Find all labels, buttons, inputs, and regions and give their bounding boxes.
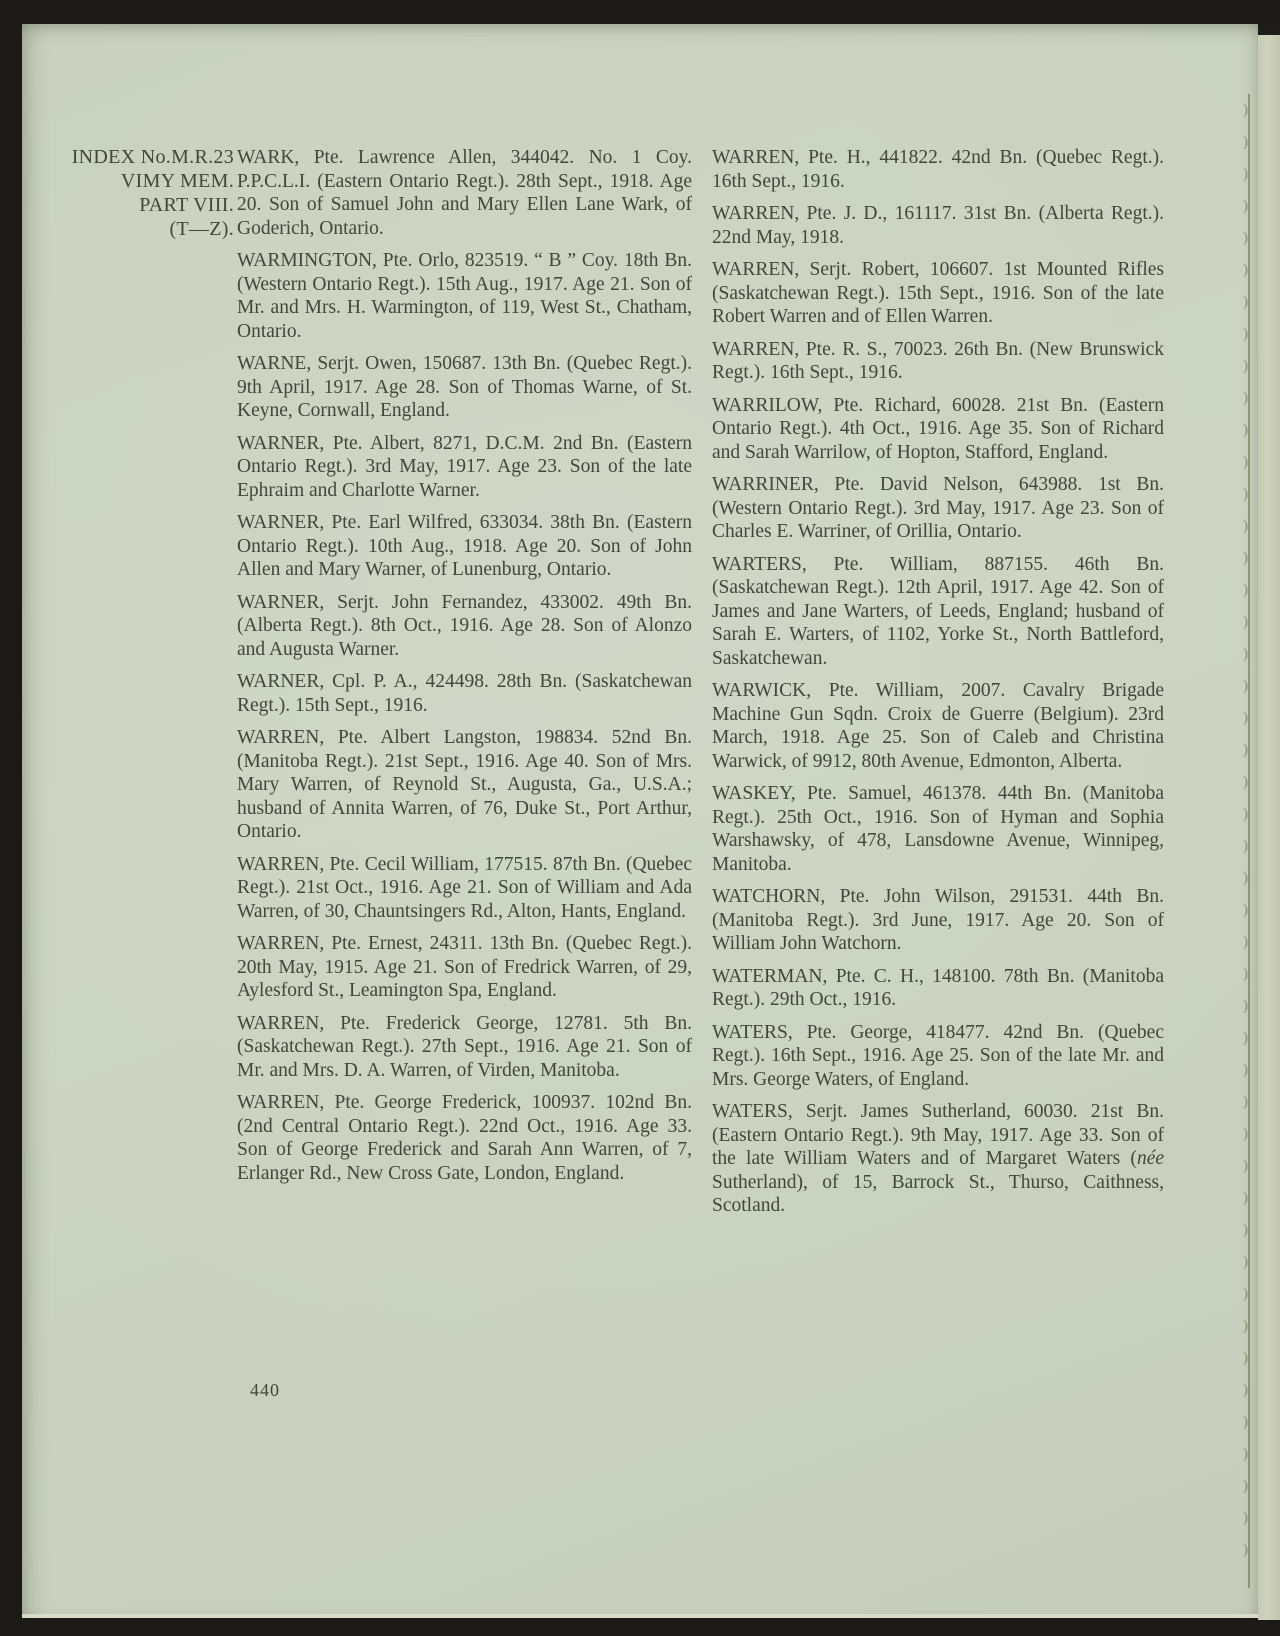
header-line-memorial: VIMY MEM. [120,170,234,192]
register-entry: WARK, Pte. Lawrence Allen, 344042. No. 1 Coy. P.P.C.L.I. (Eastern Ontario Regt.). 28th Sept., 1918. Age 20. Son of Samuel John and Mary Ellen Lane Wark, of Goderich, Ontario. [237,147,692,239]
register-entry: WARREN, Pte. Frederick George, 12781. 5th Bn. (Saskatchewan Regt.). 27th Sept., 1916. Age 21. Son of Mr. and Mrs. D. A. Warren, of Virden, Manitoba. [237,1012,692,1081]
register-entry: WARNER, Serjt. John Fernandez, 433002. 49th Bn. (Alberta Regt.). 8th Oct., 1916. Age 28. Son of Alonzo and Augusta Warner. [237,591,692,660]
register-entry: WARREN, Pte. Ernest, 24311. 13th Bn. (Quebec Regt.). 20th May, 1915. Age 21. Son of Fredrick Warren, of 29, Aylesford St., Leamington Spa, England. [237,933,692,1001]
register-entry: WARNE, Serjt. Owen, 150687. 13th Bn. (Quebec Regt.). 9th April, 1917. Age 28. Son of Thomas Warne, of St. Keyne, Cornwall, England. [237,353,692,421]
register-entry: WARREN, Pte. Albert Langston, 198834. 52nd Bn. (Manitoba Regt.). 21st Sept., 1916. Age 40. Son of Mrs. Mary Warren, of Reynold St., Augusta, Ga., U.S.A.; husband of Annita Warren, of 76, Duke St., Port Arthur, Ontario. [237,727,692,842]
header-line-range: (T—Z). [169,218,234,240]
register-entry: WARNER, Cpl. P. A., 424498. 28th Bn. (Saskatchewan Regt.). 15th Sept., 1916. [237,671,692,716]
register-entry: WATERS, Pte. George, 418477. 42nd Bn. (Quebec Regt.). 16th Sept., 1916. Age 25. Son of the late Mr. and Mrs. George Waters, of England. [712,1021,1164,1090]
header-line-part: PART VIII. [139,194,234,216]
register-entry: WARREN, Pte. Cecil William, 177515. 87th Bn. (Quebec Regt.). 21st Oct., 1916. Age 21. Son of William and Ada Warren, of 30, Chauntsingers Rd., Alton, Hants, England. [237,853,692,922]
register-entry: WARREN, Pte. H., 441822. 42nd Bn. (Quebec Regt.). 16th Sept., 1916. [712,147,1164,192]
register-page [22,24,1258,1618]
register-entry: WARREN, Serjt. Robert, 106607. 1st Mounted Rifles (Saskatchewan Regt.). 15th Sept., 1916. Son of the late Robert Warren and of Ellen Warren. [712,259,1164,327]
register-entry: WARREN, Pte. J. D., 161117. 31st Bn. (Alberta Regt.). 22nd May, 1918. [712,203,1164,248]
left-column [237,146,692,1194]
header-line-index-number: INDEX No.M.R.23 [71,146,234,168]
page-deckle-edge [1248,94,1260,1588]
page-number: 440 [250,1380,280,1400]
index-header [42,145,234,241]
register-entry: WARMINGTON, Pte. Orlo, 823519. “ B ” Coy. 18th Bn. (Western Ontario Regt.). 15th Aug., 1917. Age 21. Son of Mr. and Mrs. H. Warmington, of 119, West St., Chatham, Ontario. [237,250,692,342]
register-entry: WARWICK, Pte. William, 2007. Cavalry Brigade Machine Gun Sqdn. Croix de Guerre (Belgium). 23rd March, 1918. Age 25. Son of Caleb and Christina Warwick, of 9912, 80th Avenue, Edmonton, Alberta. [712,680,1164,772]
register-entry: WATERS, Serjt. James Sutherland, 60030. 21st Bn. (Eastern Ontario Regt.). 9th May, 1917. Age 33. Son of the late William Waters and of Margaret Waters (née Sutherland), of 15, Barrock St., Thurso, Caithness, Scotland. [712,1101,1164,1216]
register-entry: WARTERS, Pte. William, 887155. 46th Bn. (Saskatchewan Regt.). 12th April, 1917. Age 42. Son of James and Jane Warters, of Leeds, England; husband of Sarah E. Warters, of 1102, Yorke St., North Battleford, Saskatchewan. [712,553,1164,669]
register-entry: WATERMAN, Pte. C. H., 148100. 78th Bn. (Manitoba Regt.). 29th Oct., 1916. [712,965,1164,1010]
register-entry: WASKEY, Pte. Samuel, 461378. 44th Bn. (Manitoba Regt.). 25th Oct., 1916. Son of Hyman and Sophia Warshawsky, of 478, Lansdowne Avenue, Winnipeg, Manitoba. [712,783,1164,875]
register-entry: WATCHORN, Pte. John Wilson, 291531. 44th Bn. (Manitoba Regt.). 3rd June, 1917. Age 20. Son of William John Watchorn. [712,886,1164,954]
register-entry: WARNER, Pte. Earl Wilfred, 633034. 38th Bn. (Eastern Ontario Regt.). 10th Aug., 1918. Age 20. Son of John Allen and Mary Warner, of Lunenburg, Ontario. [237,512,692,580]
register-entry: WARRILOW, Pte. Richard, 60028. 21st Bn. (Eastern Ontario Regt.). 4th Oct., 1916. Age 35. Son of Richard and Sarah Warrilow, of Hopton, Stafford, England. [712,394,1164,463]
underlying-page-edges [1258,28,1280,1620]
register-entry: WARREN, Pte. George Frederick, 100937. 102nd Bn. (2nd Central Ontario Regt.). 22nd Oct., 1916. Age 33. Son of George Frederick and Sarah Ann Warren, of 7, Erlanger Rd., New Cross Gate, London, England. [237,1092,692,1184]
register-entry: WARREN, Pte. R. S., 70023. 26th Bn. (New Brunswick Regt.). 16th Sept., 1916. [712,338,1164,383]
register-entry: WARNER, Pte. Albert, 8271, D.C.M. 2nd Bn. (Eastern Ontario Regt.). 3rd May, 1917. Age 23. Son of the late Ephraim and Charlotte Warner. [237,432,692,501]
register-entry: WARRINER, Pte. David Nelson, 643988. 1st Bn. (Western Ontario Regt.). 3rd May, 1917. Age 23. Son of Charles E. Warriner, of Orillia, Ontario. [712,474,1164,542]
right-column [712,146,1164,1227]
